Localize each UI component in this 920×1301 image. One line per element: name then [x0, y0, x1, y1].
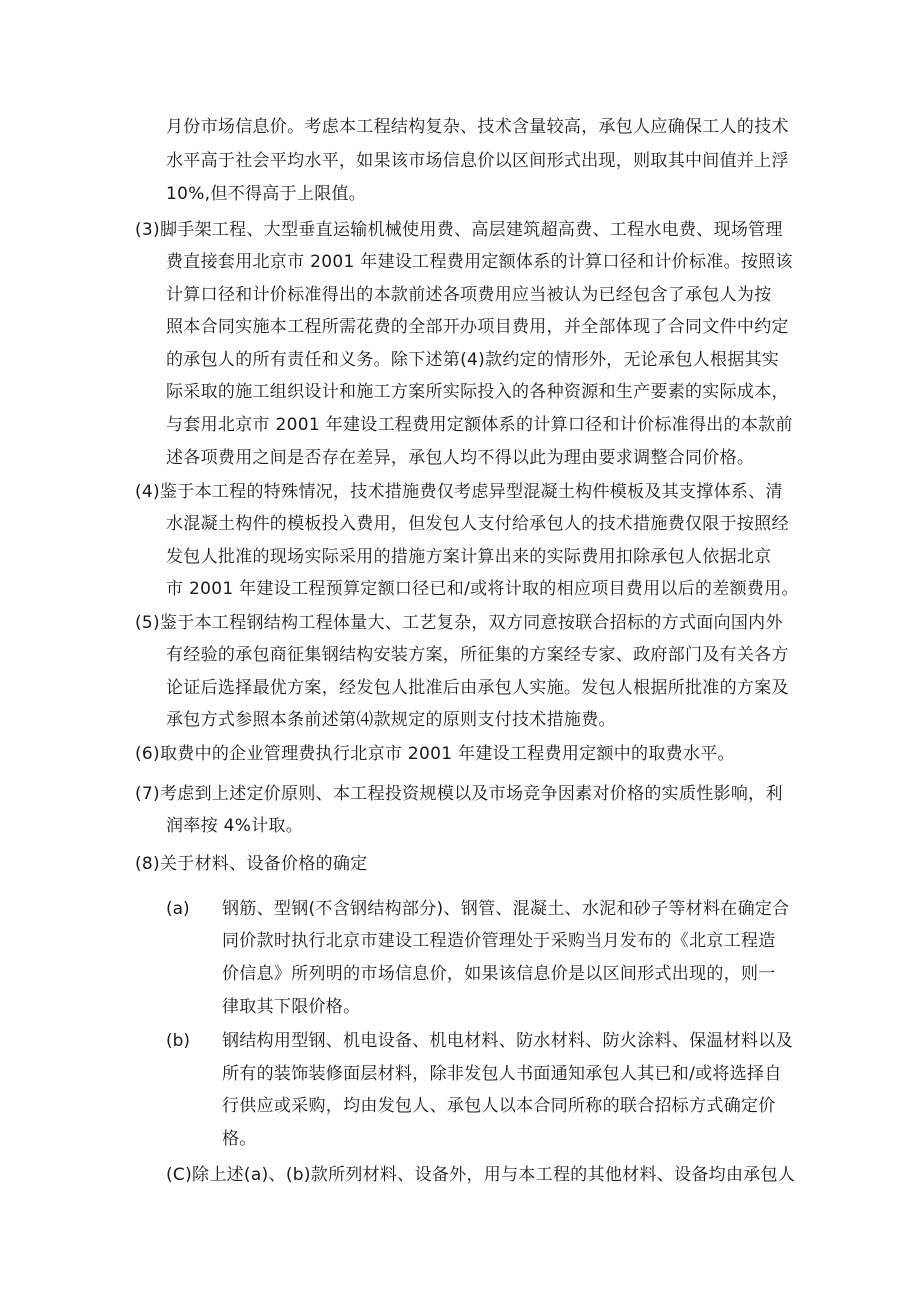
clause-4-line: 水混凝土构件的模板投入费用，但发包人支付给承包人的技术措施费仅限于按照经	[166, 514, 789, 534]
sub-item-b-line: 所有的装饰装修面层材料，除非发包人书面通知承包人其已和/或将选择自	[222, 1064, 782, 1084]
clause-3-line: 际采取的施工组织设计和施工方案所实际投入的各种资源和生产要素的实际成本，	[166, 382, 789, 402]
clause-6-line: (6)取费中的企业管理费执行北京市 2001 年建设工程费用定额中的取费水平。	[135, 744, 735, 764]
sub-item-a-line: 律取其下限价格。	[222, 997, 361, 1017]
clause-4-line: 发包人批准的现场实际采用的措施方案计算出来的实际费用扣除承包人依据北京	[166, 547, 772, 567]
text-line: 10%,但不得高于上限值。	[166, 184, 367, 204]
clause-3-line: (3)脚手架工程、大型垂直运输机械使用费、高层建筑超高费、工程水电费、现场管理	[135, 220, 783, 240]
clause-3-line: 述各项费用之间是否存在差异，承包人均不得以此为理由要求调整合同价格。	[166, 448, 755, 468]
sub-item-b-line: 钢结构用型钢、机电设备、机电材料、防水材料、防火涂料、保温材料以及	[222, 1031, 793, 1051]
clause-3-line: 照本合同实施本工程所需花费的全部开办项目费用，并全部体现了合同文件中约定	[166, 317, 789, 337]
clause-4-line: 市 2001 年建设工程预算定额口径已和/或将计取的相应项目费用以后的差额费用。	[166, 579, 799, 599]
sub-item-a-line: 钢筋、型钢(不含钢结构部分)、钢管、混凝土、水泥和砂子等材料在确定合	[222, 899, 790, 919]
text-line: 月份市场信息价。考虑本工程结构复杂、技术含量较高，承包人应确保工人的技术	[166, 117, 789, 137]
clause-3-line: 计算口径和计价标准得出的本款前述各项费用应当被认为已经包含了承包人为按	[166, 285, 772, 305]
clause-5-line: (5)鉴于本工程钢结构工程体量大、工艺复杂，双方同意按联合招标的方式面向国内外	[135, 613, 783, 633]
sub-item-c-line: (C)除上述(a)、(b)款所列材料、设备外，用与本工程的其他材料、设备均由承包人	[166, 1165, 796, 1185]
clause-3-line: 费直接套用北京市 2001 年建设工程费用定额体系的计算口径和计价标准。按照该	[166, 252, 793, 272]
sub-item-b-line: 行供应或采购，均由发包人、承包人以本合同所称的联合招标方式确定价	[222, 1096, 776, 1116]
clause-3-line: 与套用北京市 2001 年建设工程费用定额体系的计算口径和计价标准得出的本款前	[166, 415, 793, 435]
sub-item-b-line: 格。	[222, 1129, 257, 1149]
sub-item-a-line: 同价款时执行北京市建设工程造价管理处于采购当月发布的《北京工程造	[222, 931, 776, 951]
clause-4-line: (4)鉴于本工程的特殊情况，技术措施费仅考虑异型混凝土构件模板及其支撑体系、清	[135, 482, 783, 502]
clause-8-heading: (8)关于材料、设备价格的确定	[135, 854, 368, 874]
clause-3-line: 的承包人的所有责任和义务。除下述第(4)款约定的情形外，无论承包人根据其实	[166, 350, 780, 370]
clause-7-line: (7)考虑到上述定价原则、本工程投资规模以及市场竞争因素对价格的实质性影响，利	[135, 784, 783, 804]
clause-5-line: 有经验的承包商征集钢结构安装方案，所征集的方案经专家、政府部门及有关各方	[166, 645, 789, 665]
sub-item-b-marker: (b)	[166, 1031, 191, 1051]
sub-item-a-marker: (a)	[166, 899, 190, 919]
clause-7-line: 润率按 4%计取。	[166, 816, 304, 836]
text-line: 水平高于社会平均水平，如果该市场信息价以区间形式出现，则取其中间值并上浮	[166, 151, 789, 171]
clause-5-line: 论证后选择最优方案，经发包人批准后由承包人实施。发包人根据所批准的方案及	[166, 678, 789, 698]
clause-5-line: 承包方式参照本条前述第⑷款规定的原则支付技术措施费。	[166, 710, 616, 730]
sub-item-a-line: 价信息》所列明的市场信息价，如果该信息价是以区间形式出现的，则一	[222, 964, 776, 984]
